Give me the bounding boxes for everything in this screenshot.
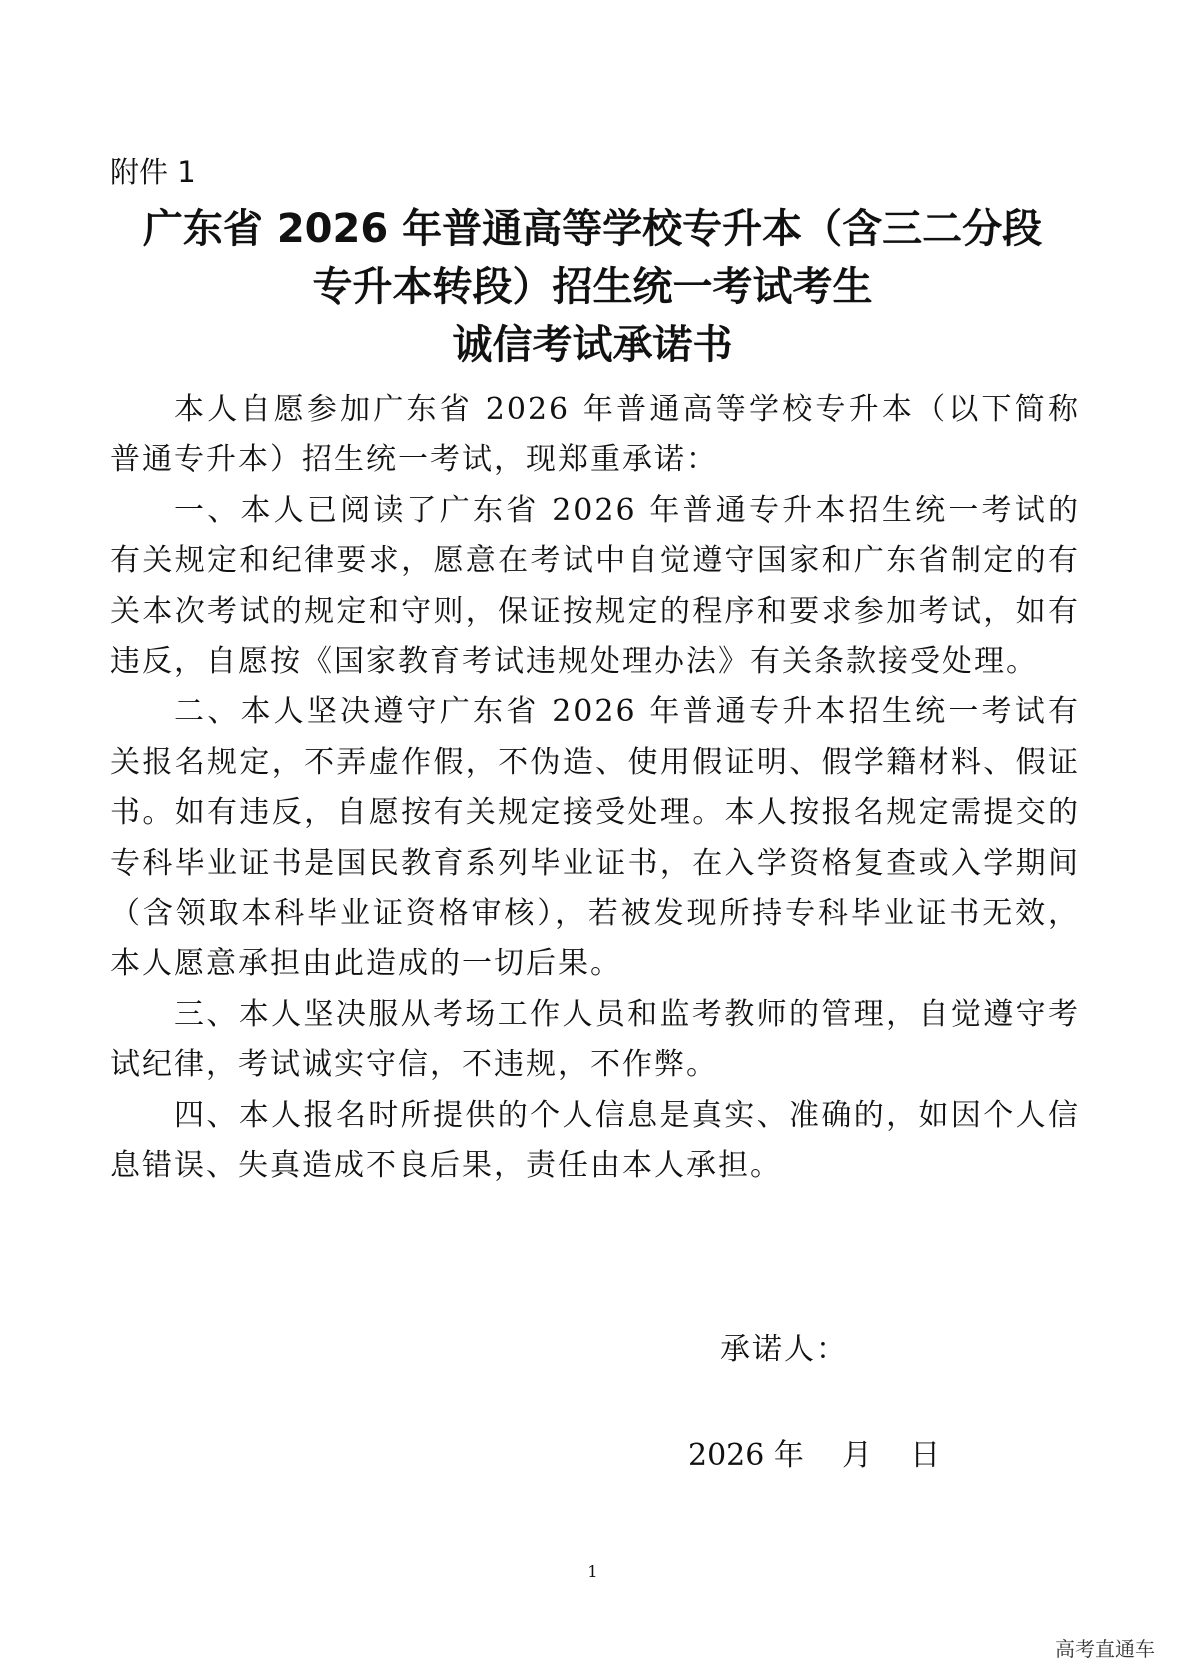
signature-date: 2026 年 月 日	[688, 1438, 941, 1473]
document-title	[80, 200, 1105, 374]
intro-paragraph: 本人自愿参加广东省 2026 年普通高等学校专升本（以下简称普通专升本）招生统一考试，现郑重承诺：	[110, 392, 1080, 478]
title-line-1: 广东省 2026 年普通高等学校专升本（含三二分段	[142, 206, 1043, 252]
title-line-2: 专升本转段）招生统一考试考生	[312, 264, 873, 310]
pledge-paragraph-3: 三、本人坚决服从考场工作人员和监考教师的管理，自觉遵守考试纪律，考试诚实守信，不违规，不作弊。	[110, 996, 1080, 1083]
page-number: 1	[587, 1562, 598, 1581]
title-line-3: 诚信考试承诺书	[452, 322, 733, 368]
promisor-label: 承诺人：	[720, 1332, 848, 1367]
pledge-paragraph-2: 二、本人坚决遵守广东省 2026 年普通专升本招生统一考试有关报名规定，不弄虚作假，不伪造、使用假证明、假学籍材料、假证书。如有违反，自愿按有关规定接受处理。本人按报名规定需提交的专科毕业证书是国民教育系列毕业证书，在入学资格复查或入学期间（含领取本科毕业证资格审核），若被发现所持专科毕业证书无效，本人愿意承担由此造成的一切后果。	[110, 694, 1080, 982]
attachment-label: 附件 1	[110, 155, 196, 189]
pledge-paragraph-1: 一、本人已阅读了广东省 2026 年普通专升本招生统一考试的有关规定和纪律要求，愿意在考试中自觉遵守国家和广东省制定的有关本次考试的规定和守则，保证按规定的程序和要求参加考试，如有违反，自愿按《国家教育考试违规处理办法》有关条款接受处理。	[110, 492, 1080, 680]
watermark: 高考直通车	[1055, 1637, 1155, 1661]
pledge-paragraph-4: 四、本人报名时所提供的个人信息是真实、准确的，如因个人信息错误、失真造成不良后果，责任由本人承担。	[110, 1097, 1080, 1184]
document-body	[110, 385, 1080, 1192]
